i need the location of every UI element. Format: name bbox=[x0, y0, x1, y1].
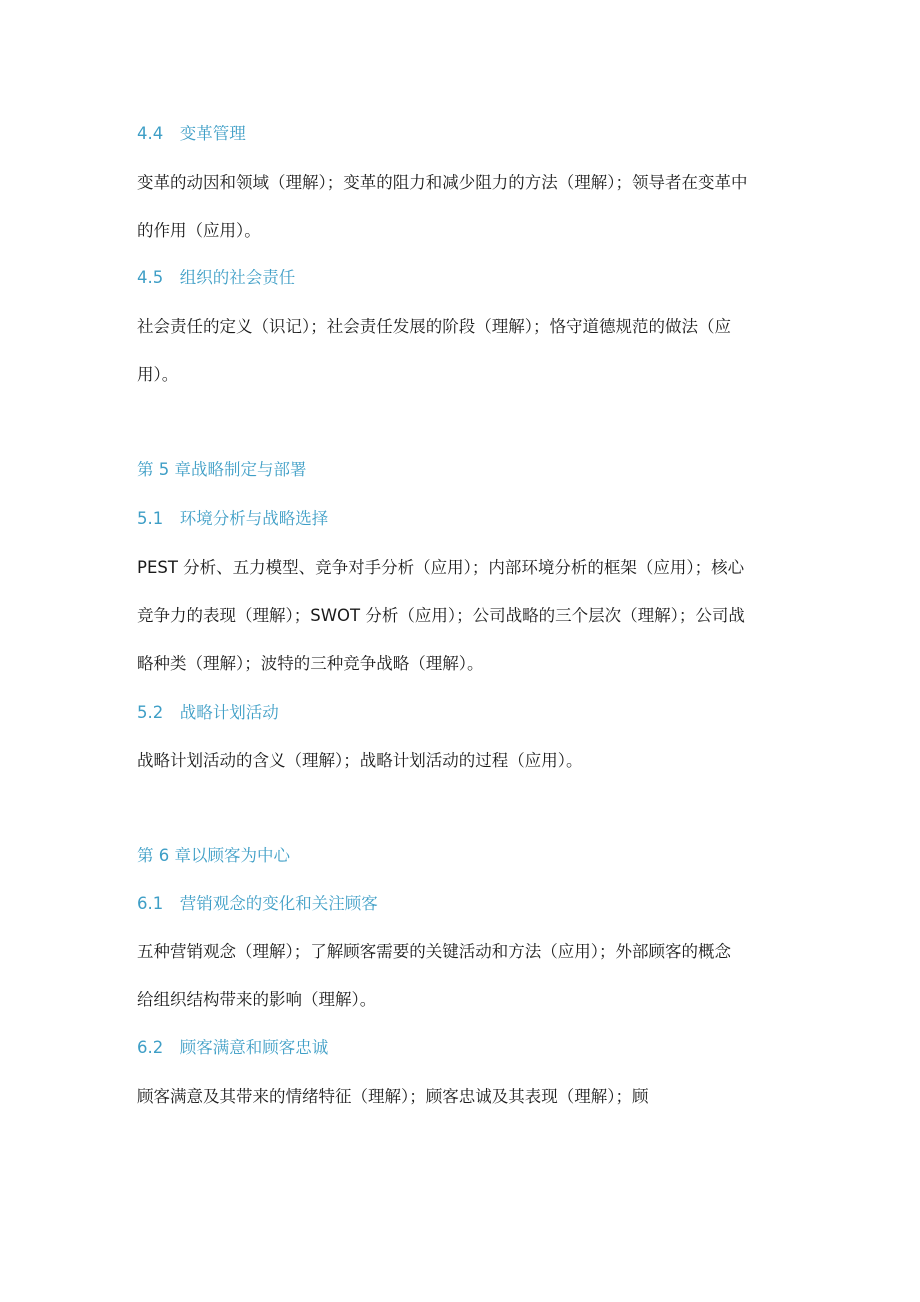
paragraph-line: 战略计划活动的含义（理解）；战略计划活动的过程（应用）。 bbox=[137, 751, 583, 770]
paragraph-line: 五种营销观念（理解）；了解顾客需要的关键活动和方法（应用）；外部顾客的概念 bbox=[137, 942, 731, 961]
section-heading-4-5: 4.5 组织的社会责任 bbox=[137, 268, 296, 287]
chapter-heading-5: 第 5 章战略制定与部署 bbox=[137, 460, 307, 479]
paragraph-line: 的作用（应用）。 bbox=[137, 221, 261, 240]
section-heading-6-1: 6.1 营销观念的变化和关注顾客 bbox=[137, 894, 378, 913]
paragraph-line: PEST 分析、五力模型、竞争对手分析（应用）；内部环境分析的框架（应用）；核心 bbox=[137, 558, 745, 577]
paragraph-line: 竞争力的表现（理解）；SWOT 分析（应用）；公司战略的三个层次（理解）；公司战 bbox=[137, 606, 745, 625]
section-heading-5-2: 5.2 战略计划活动 bbox=[137, 703, 279, 722]
chapter-heading-6: 第 6 章以顾客为中心 bbox=[137, 846, 290, 865]
paragraph-line: 略种类（理解）；波特的三种竞争战略（理解）。 bbox=[137, 654, 484, 673]
paragraph-line: 变革的动因和领域（理解）；变革的阻力和减少阻力的方法（理解）；领导者在变革中 bbox=[137, 173, 748, 192]
section-heading-6-2: 6.2 顾客满意和顾客忠诚 bbox=[137, 1038, 329, 1057]
paragraph-line: 社会责任的定义（识记）；社会责任发展的阶段（理解）；恪守道德规范的做法（应 bbox=[137, 317, 731, 336]
paragraph-line: 用）。 bbox=[137, 365, 179, 384]
paragraph-line: 给组织结构带来的影响（理解）。 bbox=[137, 990, 377, 1009]
section-heading-5-1: 5.1 环境分析与战略选择 bbox=[137, 509, 329, 528]
section-heading-4-4: 4.4 变革管理 bbox=[137, 124, 246, 143]
paragraph-line: 顾客满意及其带来的情绪特征（理解）；顾客忠诚及其表现（理解）；顾 bbox=[137, 1087, 649, 1106]
